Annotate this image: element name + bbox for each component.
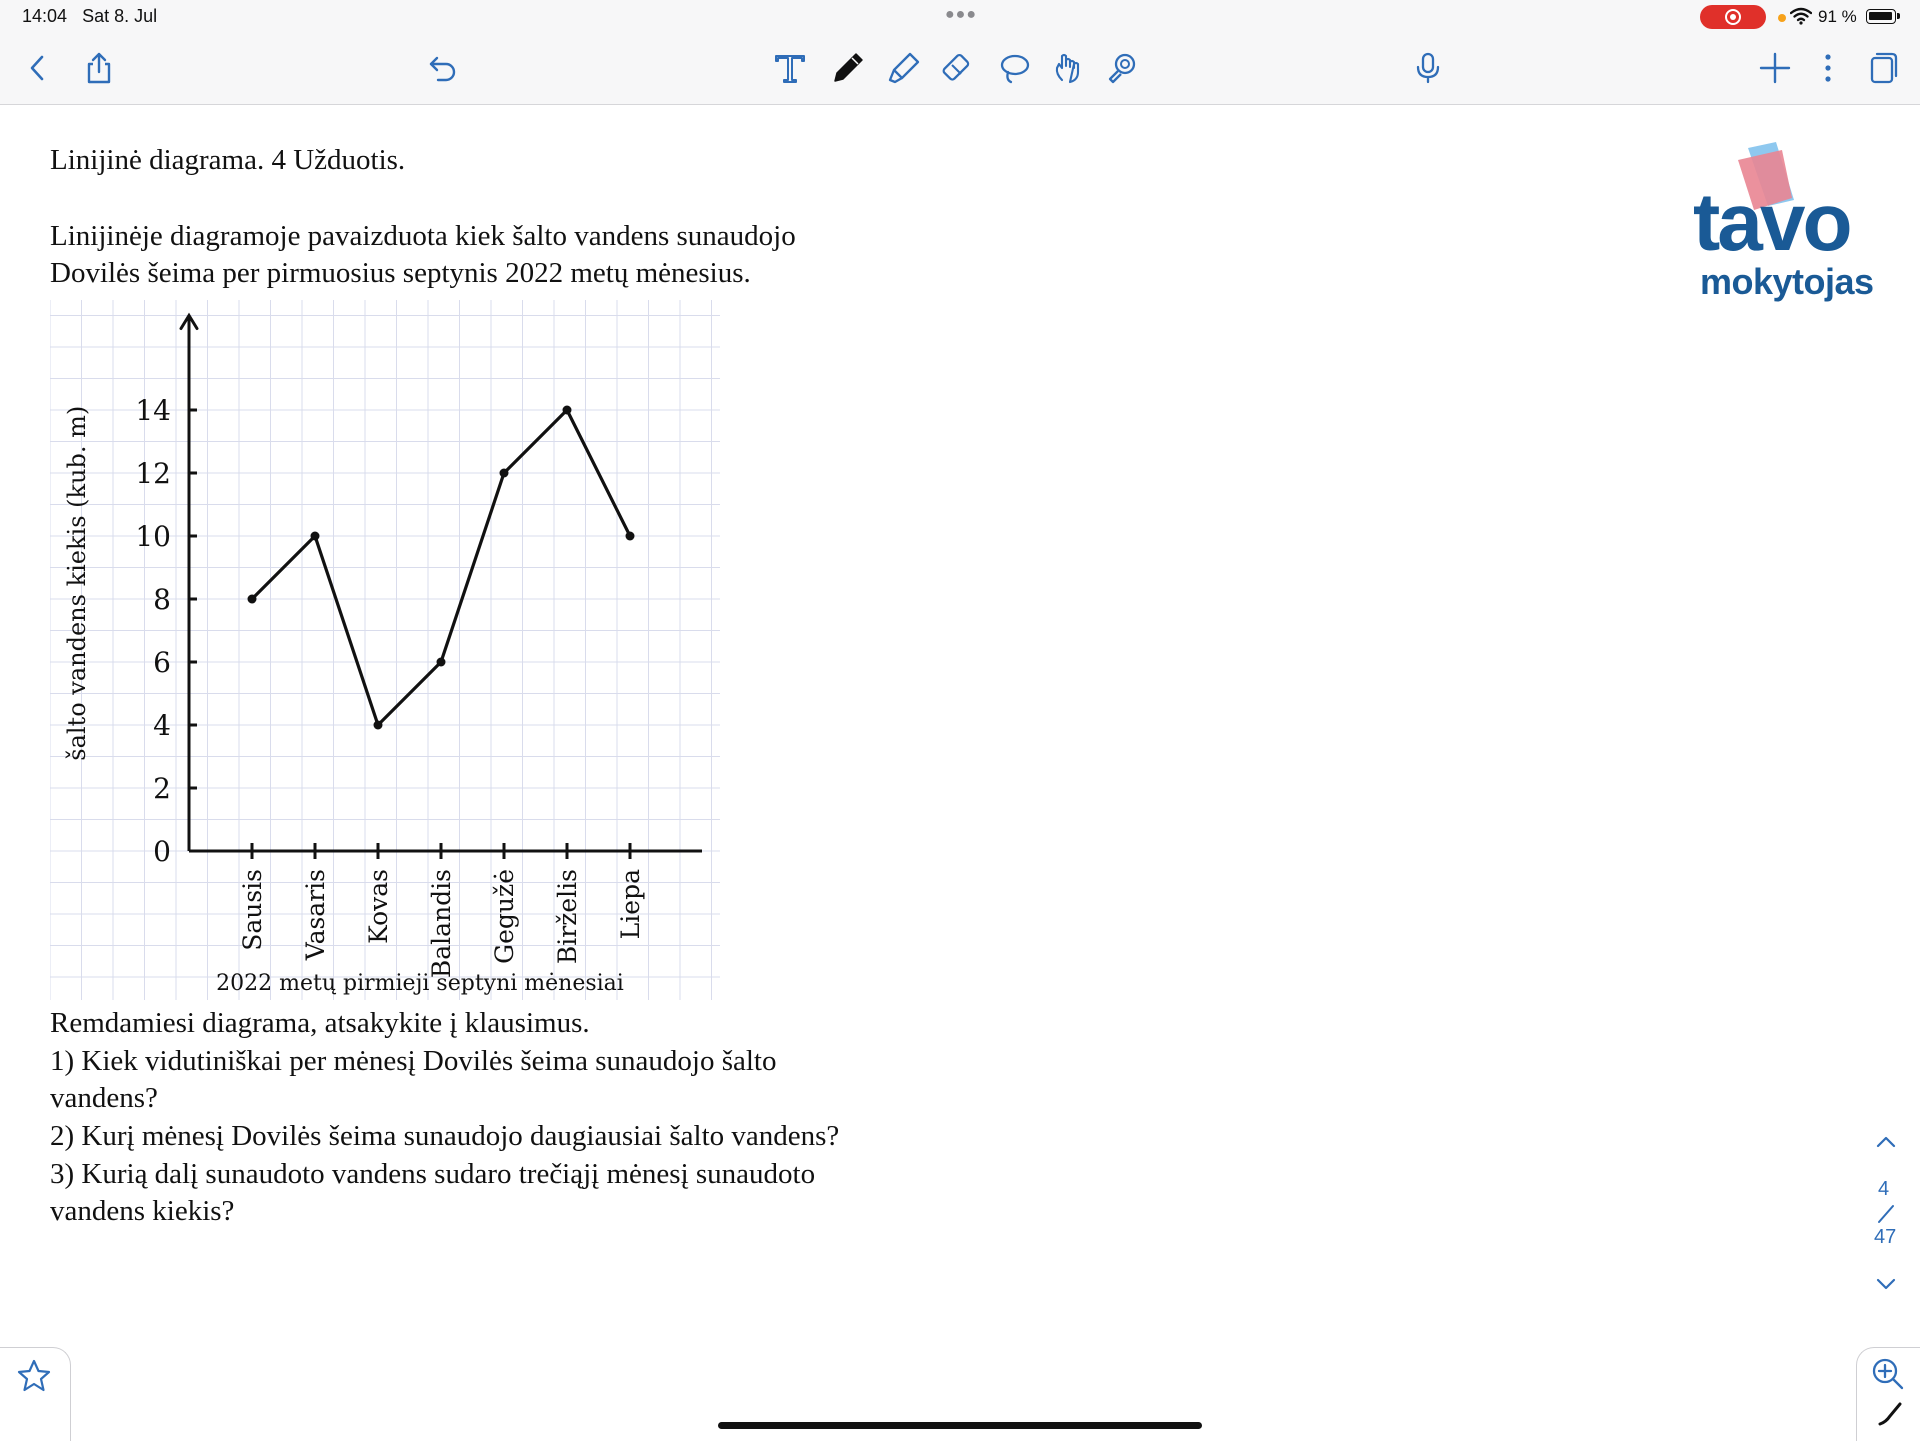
- eraser-icon[interactable]: [940, 50, 976, 86]
- logo-subtext: mokytojas: [1700, 261, 1874, 302]
- status-time-date: [22, 6, 157, 27]
- pages-icon[interactable]: [1864, 50, 1900, 86]
- battery-icon: [1866, 9, 1896, 24]
- x-tick-label: Balandis: [427, 869, 456, 979]
- data-point: [500, 469, 509, 478]
- data-point: [311, 532, 320, 541]
- pencil-tip-icon[interactable]: [1876, 1398, 1906, 1428]
- wifi-icon: [1790, 6, 1812, 26]
- multitasking-dots-icon[interactable]: ●●●: [945, 6, 977, 23]
- screen-recording-icon[interactable]: [1700, 5, 1766, 29]
- total-pages: 47: [1874, 1226, 1897, 1248]
- share-icon[interactable]: [81, 50, 117, 86]
- questions-intro: Remdamiesi diagrama, atsakykite į klausimus.: [50, 1007, 590, 1039]
- x-tick-label: Birželis: [553, 869, 582, 965]
- intro-line-1: Linijinėje diagramoje pavaizduota kiek šalto vandens sunaudojo: [50, 220, 796, 252]
- x-tick-label: Vasaris: [301, 869, 330, 961]
- intro-line-2: Dovilės šeima per pirmuosius septynis 2022 metų mėnesius.: [50, 257, 751, 289]
- zoom-in-icon[interactable]: [1870, 1356, 1906, 1392]
- y-tick-label: 2: [153, 772, 171, 805]
- y-tick-label: 4: [153, 709, 171, 742]
- y-tick-label: 0: [153, 835, 171, 868]
- data-point: [563, 406, 572, 415]
- data-point: [248, 595, 257, 604]
- line-chart: [50, 300, 720, 1000]
- hand-gesture-icon[interactable]: [1050, 50, 1086, 86]
- status-date: Sat 8. Jul: [82, 6, 158, 26]
- x-tick-label: Kovas: [364, 869, 393, 944]
- x-tick-label: Sausis: [238, 869, 267, 951]
- y-tick-label: 10: [135, 520, 171, 553]
- star-icon[interactable]: [16, 1358, 52, 1394]
- text-tool-icon[interactable]: [772, 50, 808, 86]
- data-point: [374, 721, 383, 730]
- data-point: [626, 532, 635, 541]
- microphone-icon[interactable]: [1410, 50, 1446, 86]
- add-icon[interactable]: [1757, 50, 1793, 86]
- question-1-line-2: vandens?: [50, 1082, 158, 1114]
- question-1-line-1: 1) Kiek vidutiniškai per mėnesį Dovilės šeima sunaudojo šalto: [50, 1045, 777, 1077]
- x-axis-label: 2022 metų pirmieji septyni mėnesiai: [216, 971, 624, 996]
- home-indicator[interactable]: [718, 1422, 1202, 1429]
- status-time: 14:04: [22, 6, 68, 26]
- battery-percent: 91 %: [1818, 7, 1857, 26]
- data-point: [437, 658, 446, 667]
- y-tick-label: 14: [135, 394, 171, 427]
- chevron-down-icon[interactable]: [1874, 1274, 1898, 1294]
- pen-icon[interactable]: [830, 50, 866, 86]
- highlighter-icon[interactable]: [886, 50, 922, 86]
- question-3-line-2: vandens kiekis?: [50, 1195, 235, 1227]
- y-tick-label: 6: [153, 646, 171, 679]
- y-tick-label: 8: [153, 583, 171, 616]
- question-3-line-1: 3) Kurią dalį sunaudoto vandens sudaro trečiąjį mėnesį sunaudoto: [50, 1158, 816, 1190]
- more-icon[interactable]: [1810, 50, 1846, 86]
- page-separator-icon: [1874, 1202, 1898, 1226]
- y-axis-label: šalto vandens kiekis (kub. m): [63, 405, 91, 761]
- x-tick-label: Gegužė: [490, 869, 519, 964]
- chevron-up-icon[interactable]: [1874, 1132, 1898, 1152]
- question-2: 2) Kurį mėnesį Dovilės šeima sunaudojo daugiausiai šalto vandens?: [50, 1120, 840, 1152]
- x-tick-label: Liepa: [616, 869, 645, 940]
- microphone-indicator-icon: [1778, 14, 1786, 22]
- lasso-icon[interactable]: [996, 50, 1032, 86]
- page-title: Linijinė diagrama. 4 Užduotis.: [50, 144, 406, 176]
- status-bar: [0, 0, 1920, 34]
- back-icon[interactable]: [20, 50, 56, 86]
- undo-icon[interactable]: [425, 50, 461, 86]
- y-tick-label: 12: [135, 457, 171, 490]
- current-page-number: 4: [1878, 1178, 1890, 1200]
- logo-text: tavo: [1693, 177, 1850, 268]
- shapes-icon[interactable]: [1104, 50, 1140, 86]
